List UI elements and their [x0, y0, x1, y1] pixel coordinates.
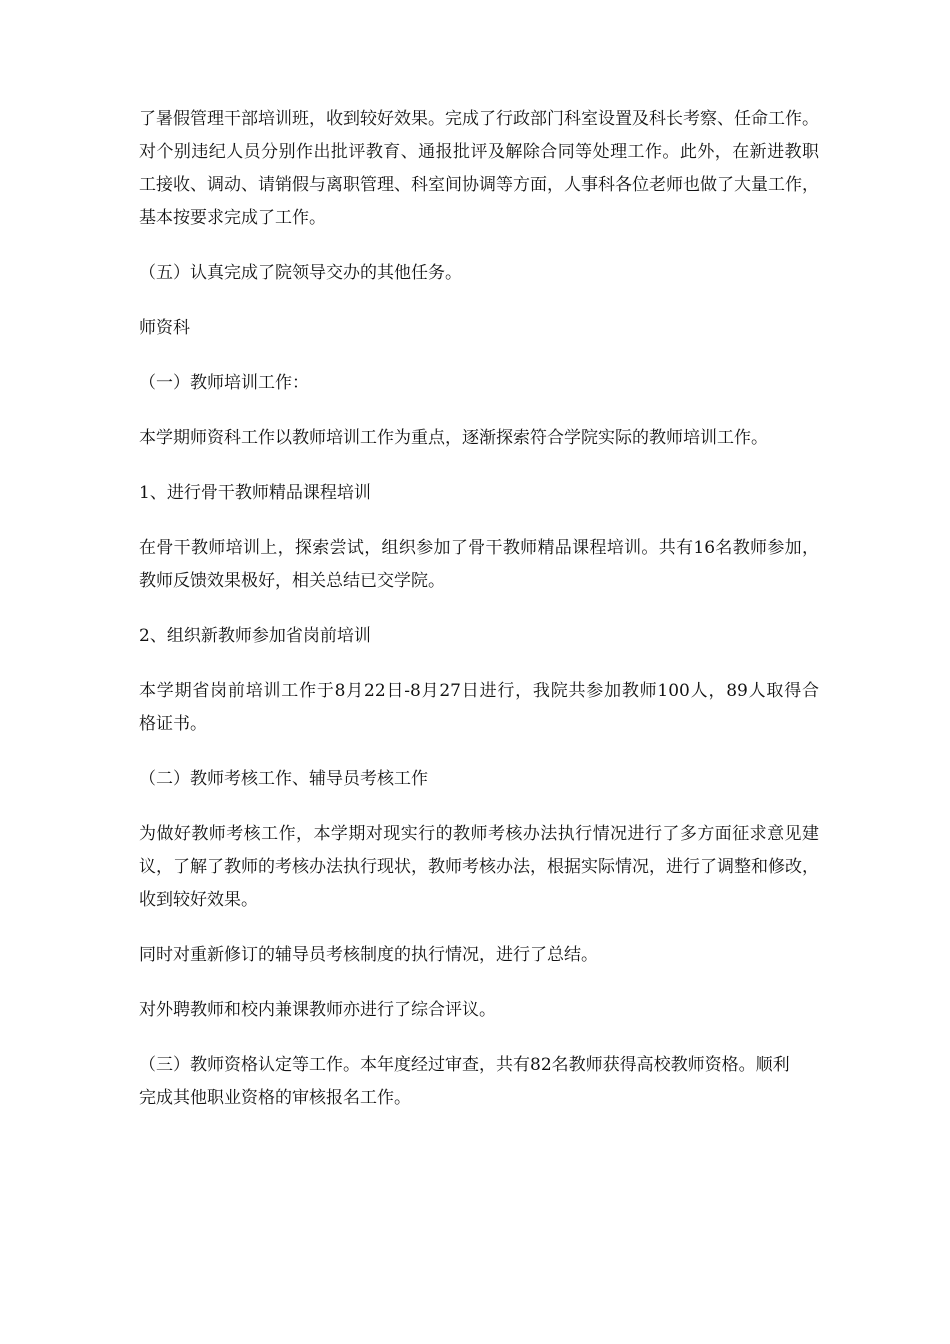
paragraph-backbone-training [139, 532, 819, 598]
paragraph-pre-job-training [139, 675, 819, 741]
text-line: 为做好教师考核工作，本学期对现实行的教师考核办法执行情况进行了多方面征求意见建 [139, 824, 819, 844]
text-line: 格证书。 [139, 714, 207, 734]
text-line: 本学期师资科工作以教师培训工作为重点，逐渐探索符合学院实际的教师培训工作。 [139, 428, 768, 448]
text-line: （三）教师资格认定等工作。本年度经过审查，共有82名教师获得高校教师资格。顺利 [139, 1055, 790, 1075]
paragraph-training-focus [139, 422, 819, 455]
text-line: 完成其他职业资格的审核报名工作。 [139, 1088, 411, 1108]
list-item-backbone-training [139, 477, 819, 510]
text-line: 师资科 [139, 318, 190, 338]
paragraph-counselor-review [139, 939, 819, 972]
text-line: 1、进行骨干教师精品课程培训 [139, 483, 371, 503]
text-line: 议，了解了教师的考核办法执行现状，教师考核办法，根据实际情况，进行了调整和修改， [139, 857, 819, 877]
text-line: 教师反馈效果极好，相关总结已交学院。 [139, 571, 445, 591]
text-line: （一）教师培训工作： [139, 373, 309, 393]
document-body [139, 103, 819, 1115]
paragraph-external-teachers [139, 994, 819, 1027]
text-line: 2、组织新教师参加省岗前培训 [139, 626, 371, 646]
text-line: 工接收、调动、请销假与离职管理、科室间协调等方面，人事科各位老师也做了大量工作， [139, 175, 819, 195]
text-line: 基本按要求完成了工作。 [139, 208, 326, 228]
text-line: 在骨干教师培训上，探索尝试，组织参加了骨干教师精品课程培训。共有16名教师参加， [139, 538, 819, 558]
paragraph-item-five [139, 257, 819, 290]
list-item-pre-job-training [139, 620, 819, 653]
subheading-teacher-training [139, 367, 819, 400]
section-heading-faculty [139, 312, 819, 345]
subheading-assessment [139, 763, 819, 796]
paragraph-qualification [139, 1049, 819, 1115]
paragraph-personnel-summary [139, 103, 819, 235]
paragraph-assessment [139, 818, 819, 917]
text-line: 收到较好效果。 [139, 890, 258, 910]
text-line: 对个别违纪人员分别作出批评教育、通报批评及解除合同等处理工作。此外，在新进教职 [139, 142, 819, 162]
text-line: （二）教师考核工作、辅导员考核工作 [139, 769, 428, 789]
text-line: （五）认真完成了院领导交办的其他任务。 [139, 263, 462, 283]
text-line: 本学期省岗前培训工作于8月22日-8月27日进行，我院共参加教师100人，89人取得合 [139, 681, 819, 701]
text-line: 同时对重新修订的辅导员考核制度的执行情况，进行了总结。 [139, 945, 598, 965]
text-line: 对外聘教师和校内兼课教师亦进行了综合评议。 [139, 1000, 496, 1020]
text-line: 了暑假管理干部培训班，收到较好效果。完成了行政部门科室设置及科长考察、任命工作。 [139, 109, 819, 129]
